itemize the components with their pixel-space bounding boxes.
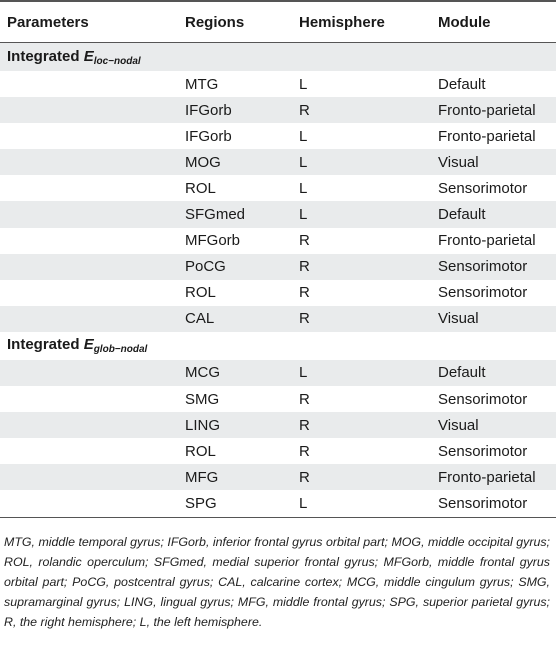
section-label-subscript: loc−nodal [93, 55, 141, 67]
cell-module: Sensorimotor [438, 284, 528, 302]
header-parameters: Parameters [7, 13, 89, 31]
table-row [0, 412, 556, 438]
cell-hemisphere: R [299, 232, 310, 250]
cell-hemisphere: L [299, 127, 308, 145]
cell-module: Default [438, 75, 486, 93]
cell-hemisphere: R [299, 258, 310, 276]
cell-region: SMG [185, 390, 220, 408]
section-label [0, 48, 141, 67]
cell-module: Default [438, 364, 486, 382]
table-row [0, 280, 556, 306]
cell-module: Visual [438, 416, 479, 434]
table-row [0, 201, 556, 227]
table-header [0, 0, 556, 43]
cell-region: PoCG [185, 258, 226, 276]
table-row [0, 490, 556, 516]
cell-region: SPG [185, 494, 217, 512]
section-label-prefix: Integrated [7, 47, 84, 65]
cell-region: IFGorb [185, 127, 232, 145]
section-label [0, 336, 147, 355]
cell-region: ROL [185, 442, 216, 460]
cell-module: Fronto-parietal [438, 468, 536, 486]
cell-module: Default [438, 206, 486, 224]
cell-module: Visual [438, 153, 479, 171]
table-row [0, 97, 556, 123]
section-label-symbol: E [83, 47, 94, 65]
table-row [0, 464, 556, 490]
cell-hemisphere: R [299, 101, 310, 119]
table-row [0, 149, 556, 175]
header-hemisphere: Hemisphere [299, 13, 385, 31]
cell-module: Sensorimotor [438, 494, 528, 512]
section-label-subscript: glob−nodal [93, 344, 148, 356]
cell-region: MCG [185, 364, 220, 382]
table-body [0, 43, 556, 517]
header-regions: Regions [185, 13, 245, 31]
cell-module: Fronto-parietal [438, 127, 536, 145]
table-row [0, 306, 556, 332]
table-row [0, 123, 556, 149]
cell-hemisphere: R [299, 468, 310, 486]
section-label-prefix: Integrated [7, 336, 84, 354]
cell-region: ROL [185, 179, 216, 197]
cell-module: Sensorimotor [438, 179, 528, 197]
header-module: Module [438, 13, 491, 31]
table-row [0, 254, 556, 280]
section-heading [0, 332, 556, 360]
cell-hemisphere: R [299, 284, 310, 302]
cell-module: Sensorimotor [438, 442, 528, 460]
cell-region: MOG [185, 153, 221, 171]
table-row [0, 71, 556, 97]
cell-region: SFGmed [185, 206, 246, 224]
cell-region: CAL [185, 310, 215, 328]
cell-module: Sensorimotor [438, 258, 528, 276]
table-row [0, 386, 556, 412]
cell-module: Fronto-parietal [438, 232, 536, 250]
cell-hemisphere: L [299, 364, 308, 382]
cell-module: Sensorimotor [438, 390, 528, 408]
cell-hemisphere: L [299, 153, 308, 171]
cell-hemisphere: L [299, 494, 308, 512]
table-row [0, 438, 556, 464]
table-row [0, 360, 556, 386]
cell-hemisphere: R [299, 390, 310, 408]
section-heading [0, 43, 556, 71]
table-row [0, 175, 556, 201]
section-label-symbol: E [83, 336, 94, 354]
cell-module: Fronto-parietal [438, 101, 536, 119]
cell-region: LING [185, 416, 221, 434]
cell-hemisphere: R [299, 416, 310, 434]
cell-region: MFG [185, 468, 219, 486]
cell-region: MTG [185, 75, 219, 93]
cell-hemisphere: R [299, 310, 310, 328]
cell-hemisphere: L [299, 206, 308, 224]
cell-hemisphere: R [299, 442, 310, 460]
cell-hemisphere: L [299, 75, 308, 93]
cell-hemisphere: L [299, 179, 308, 197]
cell-region: MFGorb [185, 232, 241, 250]
table-footnote: MTG, middle temporal gyrus; IFGorb, inferior frontal gyrus orbital part; MOG, middle occipital gyrus; ROL, rolandic operculum; SFGmed, medial superior frontal gyrus; MFGorb, middle frontal gyrus orbital part; PoCG, postcentral gyrus; CAL, calcarine cortex; MCG, middle cingulum gyrus; SMG, supramarginal gyrus; LING, lingual gyrus; MFG, middle frontal gyrus; SPG, superior parietal gyrus; R, the right hemisphere; L, the left hemisphere. [4, 534, 550, 629]
cell-region: ROL [185, 284, 216, 302]
table-row [0, 228, 556, 254]
cell-module: Visual [438, 310, 479, 328]
cell-region: IFGorb [185, 101, 232, 119]
